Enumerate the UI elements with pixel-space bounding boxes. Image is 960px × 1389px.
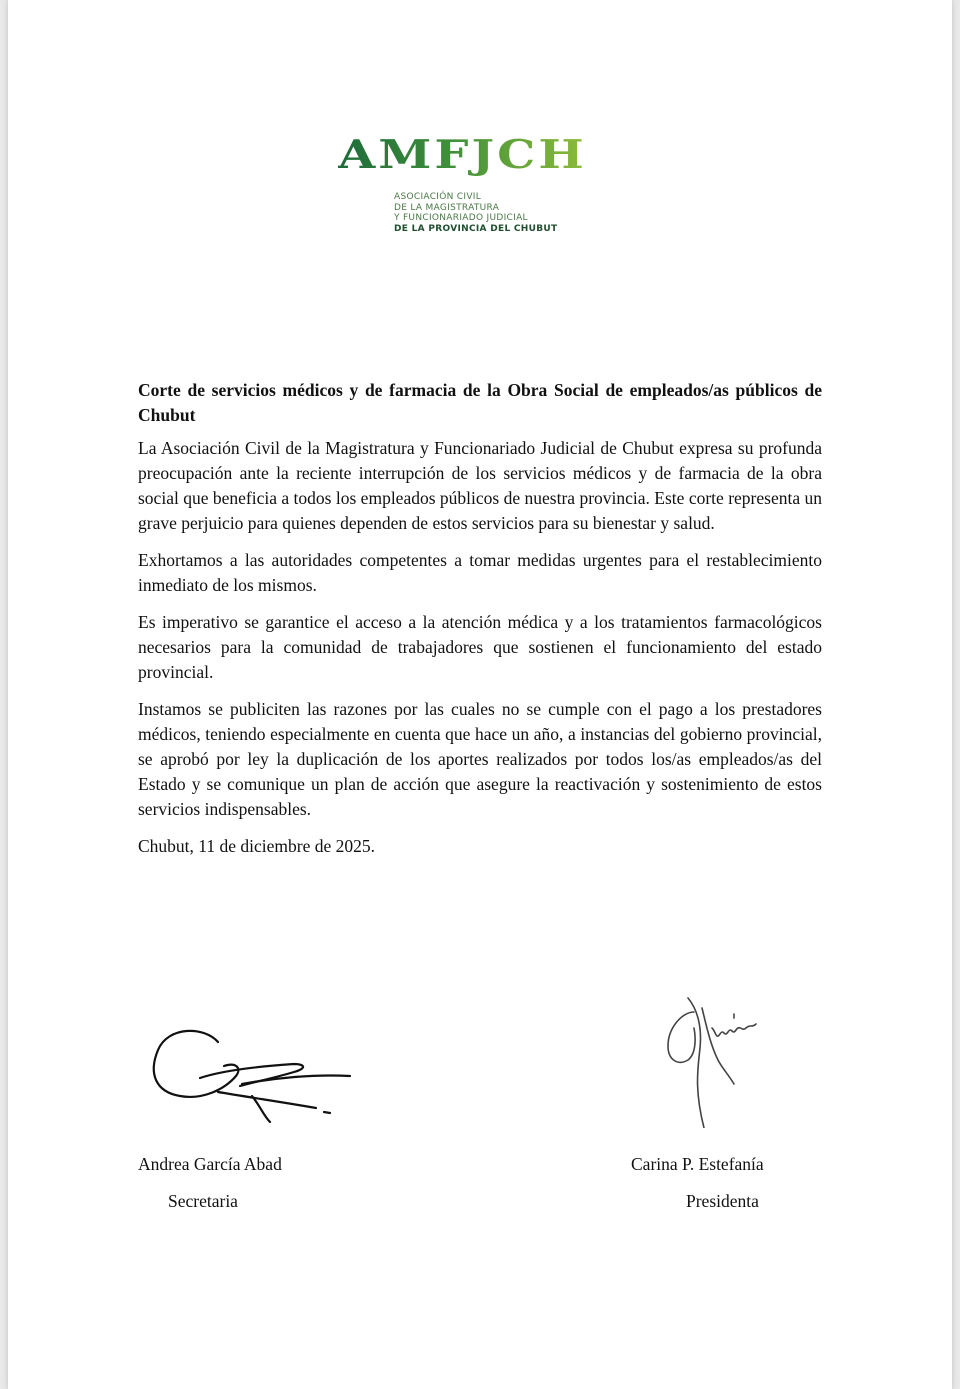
signer-name-right: Carina P. Estefanía — [631, 1154, 764, 1174]
association-logo — [330, 132, 650, 242]
logo-subtitle-line: Y FUNCIONARIADO JUDICIAL — [394, 213, 528, 223]
paragraph: Exhortamos a las autoridades competentes a tomar medidas urgentes para el restablecimiento inmediato de los mismos. — [138, 550, 822, 595]
letter-body — [138, 378, 822, 859]
signer-name-left: Andrea García Abad — [138, 1154, 282, 1174]
date-line: Chubut, 11 de diciembre de 2025. — [138, 836, 376, 856]
signer-role-right: Presidenta — [686, 1191, 759, 1211]
paragraph: Instamos se publiciten las razones por las cuales no se cumple con el pago a los prestadores médicos, teniendo especialmente en cuenta que hace un año, a instancias del gobierno provincial, se aprobó por ley la duplicación de los aportes realizados por todos los/as empleados/as del Estado y se comunique un plan de acción que asegure la reactivación y sostenimiento de estos servicios indispensables. — [138, 699, 822, 819]
document-page — [8, 0, 952, 1389]
logo-subtitle-line: ASOCIACIÓN CIVIL — [394, 192, 482, 202]
signature-presidenta — [654, 988, 764, 1128]
logo-subtitle — [394, 192, 557, 234]
logo-subtitle-line: DE LA MAGISTRATURA — [394, 202, 500, 213]
paragraph: La Asociación Civil de la Magistratura y Funcionariado Judicial de Chubut expresa su profunda preocupación ante la reciente interrupción de los servicios médicos y de farmacia de la obra social que beneficia a todos los empleados públicos de nuestra provincia. Este corte representa un grave perjuicio para quienes dependen de estos servicios para su bienestar y salud. — [138, 438, 822, 533]
paragraph: Es imperativo se garantice el acceso a la atención médica y a los tratamientos farmacológicos necesarios para la comunidad de trabajadores que sostienen el funcionamiento del estado provincial. — [138, 612, 822, 682]
signer-role-left: Secretaria — [168, 1191, 238, 1211]
letter-heading: Corte de servicios médicos y de farmacia de la Obra Social de empleados/as públicos de Chubut — [138, 380, 822, 425]
logo-title: AMFJCH — [338, 132, 587, 178]
logo-subtitle-line: DE LA PROVINCIA DEL CHUBUT — [394, 223, 558, 234]
signature-secretaria — [144, 1020, 364, 1124]
